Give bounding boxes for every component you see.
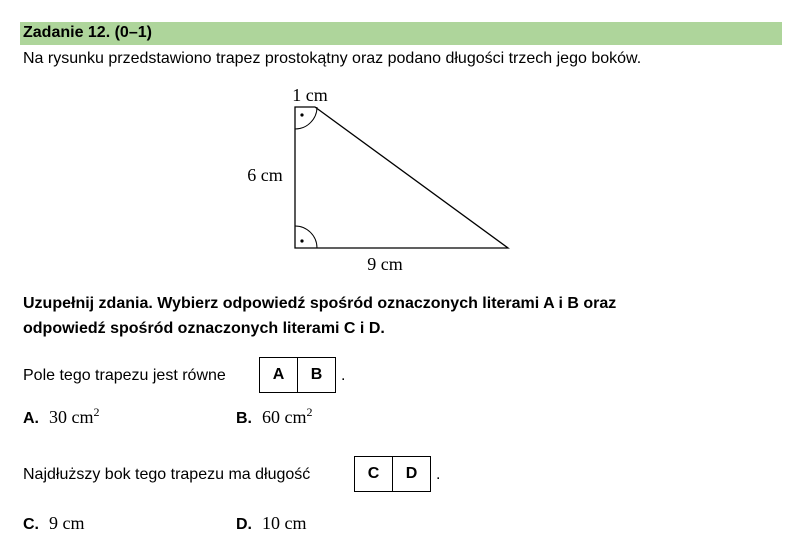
task-title: Zadanie 12. (0–1)	[23, 24, 152, 41]
trapezoid-shape	[295, 107, 508, 248]
question2-choice-box	[354, 456, 431, 492]
choice-b-button[interactable]: B	[297, 358, 335, 392]
option-d-value: 10 cm	[262, 513, 307, 533]
option-b[interactable]	[236, 405, 313, 428]
bottom-side-label: 9 cm	[367, 254, 403, 274]
choice-a-button[interactable]: A	[272, 366, 285, 383]
left-side-label: 6 cm	[247, 165, 283, 185]
task-intro: Na rysunku przedstawiono trapez prostokątny oraz podano długości trzech jego boków.	[23, 50, 642, 67]
right-angle-mark-bottom	[295, 226, 317, 248]
right-angle-dot-top	[300, 113, 303, 116]
question1-period: .	[341, 367, 346, 384]
instruction-line-1: Uzupełnij zdania. Wybierz odpowiedź spośród oznaczonych literami A i B oraz	[23, 295, 617, 312]
right-angle-mark-top	[295, 107, 317, 129]
option-c-value: 9 cm	[49, 513, 85, 533]
instruction-line-2: odpowiedź spośród oznaczonych literami C i D.	[23, 320, 385, 337]
option-d-letter: D.	[236, 516, 252, 533]
question1-text: Pole tego trapezu jest równe	[23, 367, 226, 384]
question2-period: .	[436, 466, 441, 483]
option-a-sup: 2	[93, 405, 100, 419]
option-c[interactable]	[23, 513, 85, 534]
option-d[interactable]	[236, 513, 307, 534]
option-a-value: 30 cm	[49, 407, 94, 427]
option-b-value: 60 cm	[262, 407, 307, 427]
question1-choice-box	[259, 357, 336, 393]
option-b-sup: 2	[306, 405, 313, 419]
option-c-letter: C.	[23, 516, 39, 533]
choice-c-button[interactable]: C	[367, 465, 380, 482]
option-a-letter: A.	[23, 410, 39, 427]
option-a[interactable]	[23, 405, 100, 428]
choice-d-button[interactable]: D	[392, 457, 430, 491]
top-side-label: 1 cm	[292, 85, 328, 105]
right-angle-dot-bottom	[300, 239, 303, 242]
instruction	[23, 291, 783, 341]
question2-text: Najdłuższy bok tego trapezu ma długość	[23, 466, 311, 483]
option-b-letter: B.	[236, 410, 252, 427]
